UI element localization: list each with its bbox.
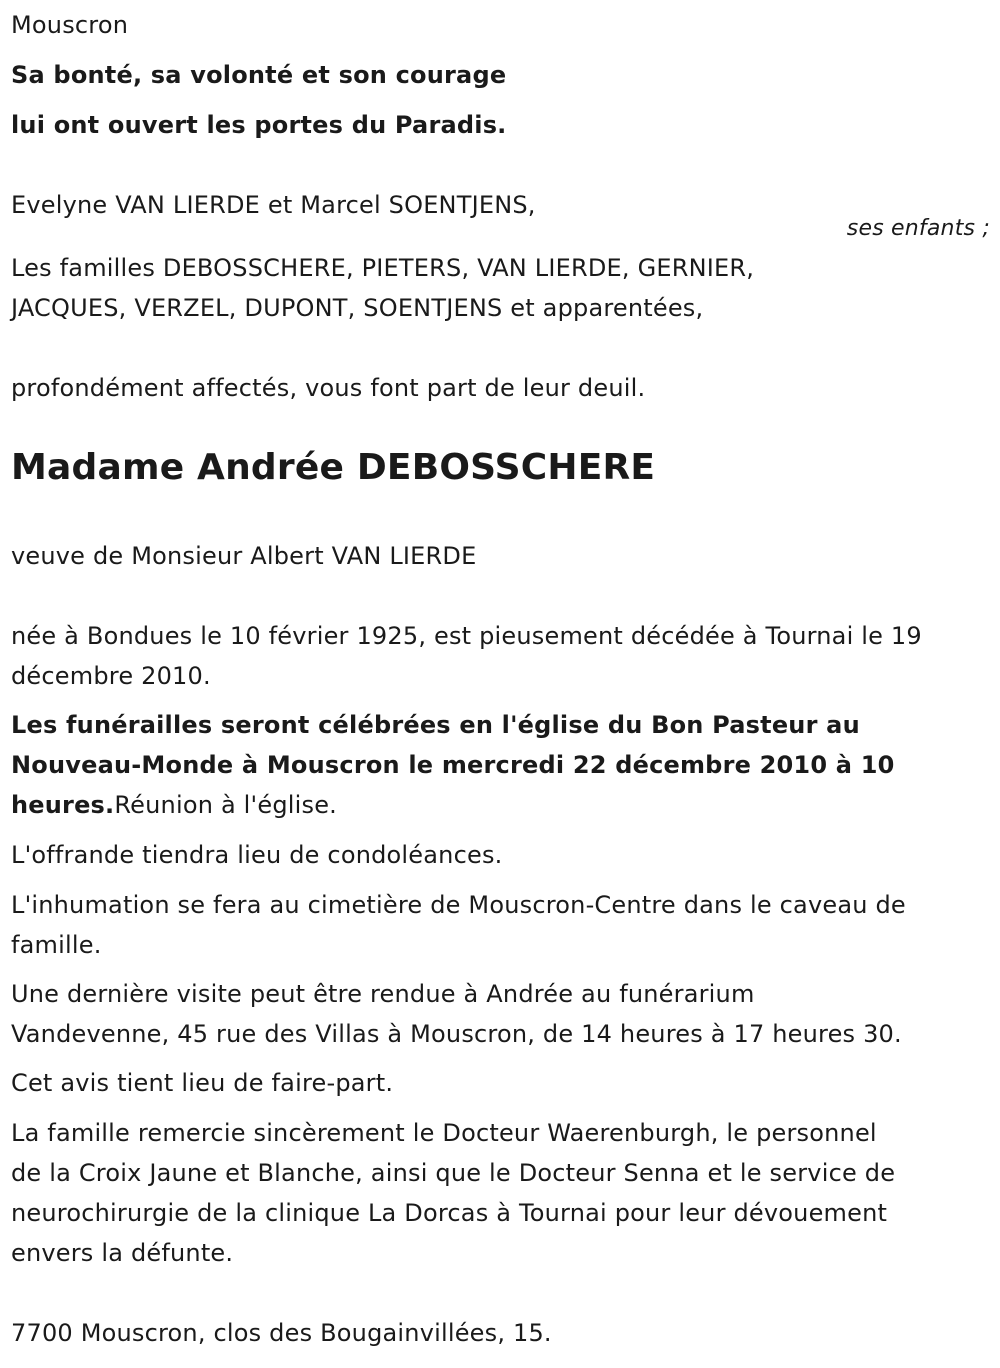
city-header: Mouscron	[11, 11, 129, 39]
children-role: ses enfants ;	[846, 216, 990, 241]
families-line-2: JACQUES, VERZEL, DUPONT, SOENTJENS et apparentées,	[11, 294, 704, 322]
burial-line-1: L'inhumation se fera au cimetière de Mouscron-Centre dans le caveau de	[11, 891, 906, 919]
visit-line-1: Une dernière visite peut être rendue à Andrée au funérarium	[11, 980, 755, 1008]
thanks-line-2: de la Croix Jaune et Blanche, ainsi que le Docteur Senna et le service de	[11, 1159, 896, 1187]
verse-line-1: Sa bonté, sa volonté et son courage	[11, 61, 507, 89]
birth-death-line-1: née à Bondues le 10 février 1925, est pieusement décédée à Tournai le 19	[11, 622, 922, 650]
funeral-line-1: Les funérailles seront célébrées en l'église du Bon Pasteur au	[11, 711, 860, 739]
announcement: profondément affectés, vous font part de leur deuil.	[11, 374, 646, 402]
offering-note: L'offrande tiendra lieu de condoléances.	[11, 841, 503, 869]
deceased-name: Madame Andrée DEBOSSCHERE	[11, 447, 656, 488]
verse-line-2: lui ont ouvert les portes du Paradis.	[11, 111, 507, 139]
birth-death-line-2: décembre 2010.	[11, 662, 211, 690]
funeral-line-3	[11, 785, 337, 825]
children-names: Evelyne VAN LIERDE et Marcel SOENTJENS,	[11, 191, 536, 219]
thanks-line-3: neurochirurgie de la clinique La Dorcas à Tournai pour leur dévouement	[11, 1199, 888, 1227]
widow-of: veuve de Monsieur Albert VAN LIERDE	[11, 542, 477, 570]
visit-line-2: Vandevenne, 45 rue des Villas à Mouscron, de 14 heures à 17 heures 30.	[11, 1020, 902, 1048]
address: 7700 Mouscron, clos des Bougainvillées, 15.	[11, 1319, 552, 1347]
notice: Cet avis tient lieu de faire-part.	[11, 1069, 394, 1097]
funeral-line-2: Nouveau-Monde à Mouscron le mercredi 22 décembre 2010 à 10	[11, 751, 895, 779]
thanks-line-4: envers la défunte.	[11, 1239, 234, 1267]
meeting-place: Réunion à l'église.	[114, 791, 337, 819]
families-line-1: Les familles DEBOSSCHERE, PIETERS, VAN LIERDE, GERNIER,	[11, 254, 755, 282]
thanks-line-1: La famille remercie sincèrement le Docteur Waerenburgh, le personnel	[11, 1119, 877, 1147]
funeral-time: heures.	[11, 791, 115, 819]
burial-line-2: famille.	[11, 931, 102, 959]
